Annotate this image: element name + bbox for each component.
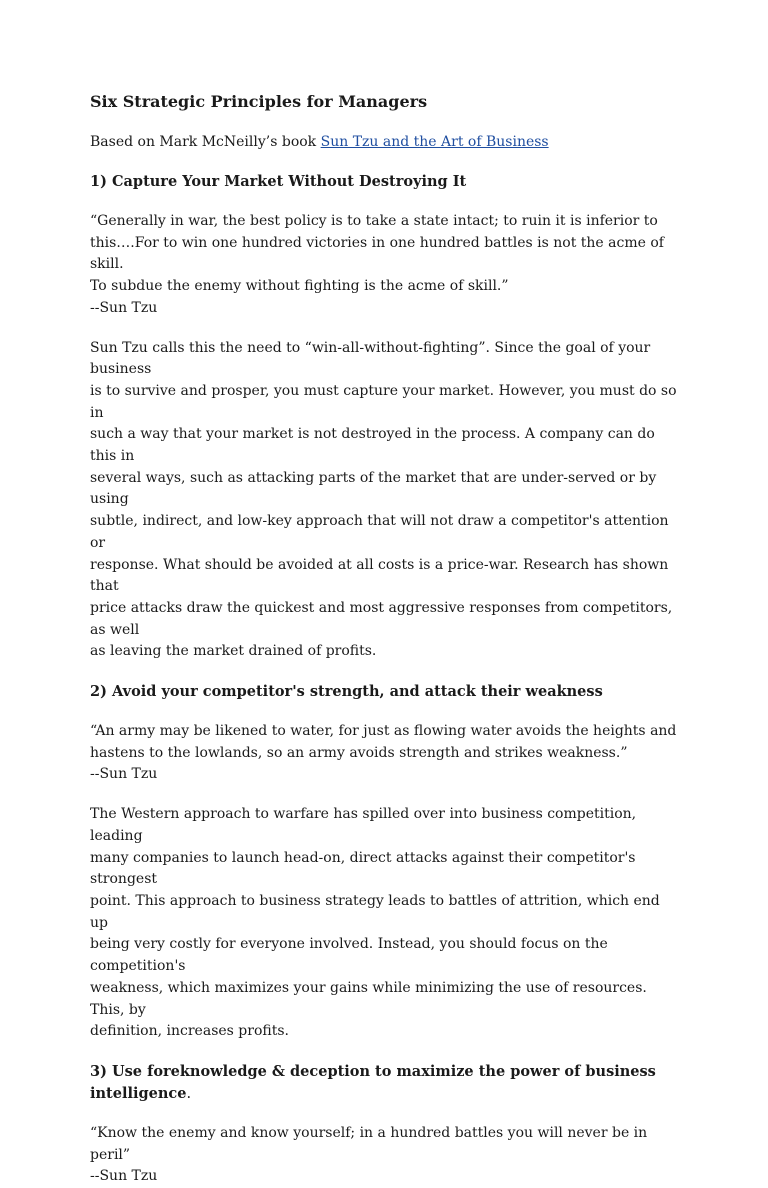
quote-line: “Generally in war, the best policy is to take a state intact; to ruin it is inferior to: [90, 213, 658, 229]
body-line: The Western approach to warfare has spilled over into business competition, leading: [90, 806, 637, 844]
section-2-body: [90, 804, 678, 1043]
book-link[interactable]: Sun Tzu and the Art of Business: [320, 134, 549, 150]
quote-line: hastens to the lowlands, so an army avoids strength and strikes weakness.”: [90, 744, 628, 761]
quote-line: this….For to win one hundred victories in one hundred battles is not the acme of skill.: [90, 234, 664, 273]
section-3-heading-period: .: [186, 1085, 192, 1102]
source-line: [90, 131, 678, 153]
body-line: being very costly for everyone involved. Instead, you should focus on the competition's: [90, 936, 608, 975]
quote-line: “An army may be likened to water, for just as flowing water avoids the heights and: [90, 723, 677, 740]
section-3-heading-line-1: 3) Use foreknowledge & deception to maximize the power of business: [90, 1062, 656, 1080]
quote-attribution: --Sun Tzu: [90, 1168, 158, 1185]
source-prefix: Based on Mark McNeilly’s book: [90, 134, 321, 150]
section-1-quote: [90, 211, 678, 320]
quote-line: To subdue the enemy without fighting is the acme of skill.”: [90, 278, 509, 295]
body-line: as leaving the market drained of profits.: [90, 643, 377, 660]
section-2-heading: 2) Avoid your competitor's strength, and attack their weakness: [90, 683, 603, 701]
body-line: point. This approach to business strategy leads to battles of attrition, which end up: [90, 892, 660, 931]
quote-line: “Know the enemy and know yourself; in a hundred battles you will never be in peril”: [90, 1124, 648, 1163]
section-2-quote: [90, 721, 678, 786]
section-3-heading-line-2: intelligence: [90, 1084, 187, 1102]
body-line: many companies to launch head-on, direct attacks against their competitor's strongest: [90, 849, 636, 888]
section-1-heading: 1) Capture Your Market Without Destroying It: [90, 173, 467, 190]
quote-attribution: --Sun Tzu: [90, 766, 158, 783]
body-line: Sun Tzu calls this the need to “win-all-without-fighting”. Since the goal of your business: [90, 339, 651, 378]
body-line: response. What should be avoided at all costs is a price-war. Research has shown that: [90, 556, 669, 595]
body-line: definition, increases profits.: [90, 1023, 289, 1040]
body-line: such a way that your market is not destroyed in the process. A company can do this in: [90, 426, 655, 465]
document-title: Six Strategic Principles for Managers: [90, 92, 428, 111]
body-line: price attacks draw the quickest and most aggressive responses from competitors, as well: [90, 599, 673, 638]
section-1-body: [90, 338, 678, 664]
body-line: several ways, such as attacking parts of the market that are under-served or by using: [90, 469, 657, 508]
body-line: weakness, which maximizes your gains while minimizing the use of resources. This, by: [90, 979, 647, 1018]
body-line: is to survive and prosper, you must capture your market. However, you must do so in: [90, 382, 677, 421]
section-3-quote: [90, 1123, 678, 1188]
body-line: subtle, indirect, and low-key approach that will not draw a competitor's attention or: [90, 513, 669, 551]
quote-attribution: --Sun Tzu: [90, 299, 158, 316]
section-3-heading: [90, 1061, 678, 1105]
